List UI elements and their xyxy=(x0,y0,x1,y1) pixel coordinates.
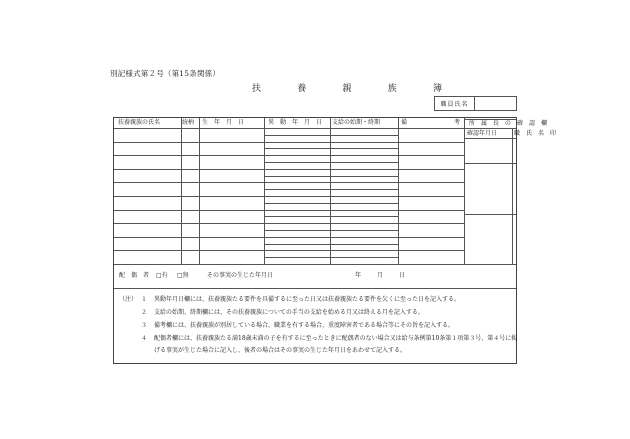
col-header-relation: 続柄 xyxy=(182,119,195,126)
col-divider xyxy=(330,118,331,264)
note-number: ２ xyxy=(141,309,148,316)
row-subdivider xyxy=(264,148,398,149)
col-header-name: 扶養親族の氏名 xyxy=(118,119,161,126)
title-char: 扶 xyxy=(252,84,262,94)
spouse-day-label: 日 xyxy=(399,272,406,279)
col-header-payment: 支給の始期・終期 xyxy=(332,119,381,126)
notes-prefix: （注） xyxy=(119,296,138,303)
row-subdivider xyxy=(264,135,398,136)
spouse-no-checkbox[interactable] xyxy=(177,273,189,279)
spouse-yes-label: 有 xyxy=(161,272,168,279)
note-number: ４ xyxy=(141,335,148,342)
row-subdivider xyxy=(264,189,398,190)
spouse-yes-checkbox[interactable] xyxy=(156,273,168,279)
document-title xyxy=(252,81,442,94)
staff-name-box xyxy=(434,96,517,111)
title-char: 族 xyxy=(387,84,397,94)
col-header-remarks: 備 xyxy=(401,119,408,126)
col-header-change: 異 動 年 月 日 xyxy=(268,119,323,126)
title-char: 簿 xyxy=(432,84,442,94)
header-bottom-line xyxy=(114,128,516,129)
row-divider xyxy=(114,210,464,211)
row-divider xyxy=(114,169,464,170)
row-divider xyxy=(114,182,464,183)
col-divider xyxy=(199,118,200,264)
row-divider xyxy=(114,155,464,156)
row-divider xyxy=(114,142,464,143)
row-subdivider xyxy=(264,230,398,231)
spouse-no-label: 無 xyxy=(182,272,189,279)
rows-bottom-line xyxy=(114,264,516,265)
note-text: 備考欄には、扶養親族が別居している場合、職業を有する場合、重度障害者である場合等にその旨を記入する。 xyxy=(154,322,455,329)
confirm-block-divider xyxy=(464,214,516,215)
note-text: 異動年月日欄には、扶養親族たる要件を具備するに至った日又は扶養親族たる要件を欠くに至った日を記入する。 xyxy=(154,296,461,303)
col-divider xyxy=(181,118,182,264)
title-char: 養 xyxy=(297,84,307,94)
col-header-remarks-end: 考 xyxy=(454,119,461,126)
title-char: 親 xyxy=(342,84,352,94)
spouse-month-label: 月 xyxy=(377,272,384,279)
note-number: ３ xyxy=(141,322,148,329)
form-number-label: 別記様式第２号（第15条関係） xyxy=(110,69,221,78)
row-divider xyxy=(114,250,464,251)
row-subdivider xyxy=(264,162,398,163)
row-divider xyxy=(114,196,464,197)
spouse-bottom-line xyxy=(114,288,516,289)
spouse-label: 配 偶 者 xyxy=(119,272,150,279)
staff-name-label: 職員氏名 xyxy=(435,97,475,110)
col-header-birth: 生 年 月 日 xyxy=(202,119,245,126)
note-text: 支給の始期、終期欄には、その扶養親族についての手当の支給を始める月又は終える月を記入する。 xyxy=(154,309,424,316)
row-divider xyxy=(114,223,464,224)
spouse-year-label: 年 xyxy=(355,272,362,279)
note-text: 配偶者欄には、扶養親族たる満18歳未満の子を有するに至ったときに配偶者のない場合又は給与条例第10条第１項第３号、第４号に掲 xyxy=(154,335,518,342)
col-divider xyxy=(264,118,265,264)
col-header-confirm-name: 職 氏 名 印 xyxy=(514,130,557,137)
row-subdivider xyxy=(264,176,398,177)
row-subdivider xyxy=(264,216,398,217)
col-divider xyxy=(398,118,399,264)
row-subdivider xyxy=(264,244,398,245)
checkbox-icon: □ xyxy=(177,272,183,279)
note-number: １ xyxy=(141,296,148,303)
confirm-subheader-line xyxy=(464,138,516,139)
col-divider xyxy=(464,118,465,264)
checkbox-icon: □ xyxy=(156,272,162,279)
row-subdivider xyxy=(264,203,398,204)
confirm-block-divider xyxy=(464,163,516,164)
dependents-table xyxy=(113,117,557,364)
col-header-confirm-date: 確認年月日 xyxy=(467,130,498,137)
spouse-event-date-label: その事実の生じた年月日 xyxy=(207,272,274,279)
row-divider xyxy=(114,237,464,238)
note-text-continued: げる事実が生じた場合に記入し、後者の場合はその事実の生じた年月日をあわせて記入する。 xyxy=(154,347,407,354)
col-divider xyxy=(512,128,513,264)
row-subdivider xyxy=(264,257,398,258)
col-header-confirm-group: 所 属 長 の 確 認 欄 xyxy=(469,120,548,127)
